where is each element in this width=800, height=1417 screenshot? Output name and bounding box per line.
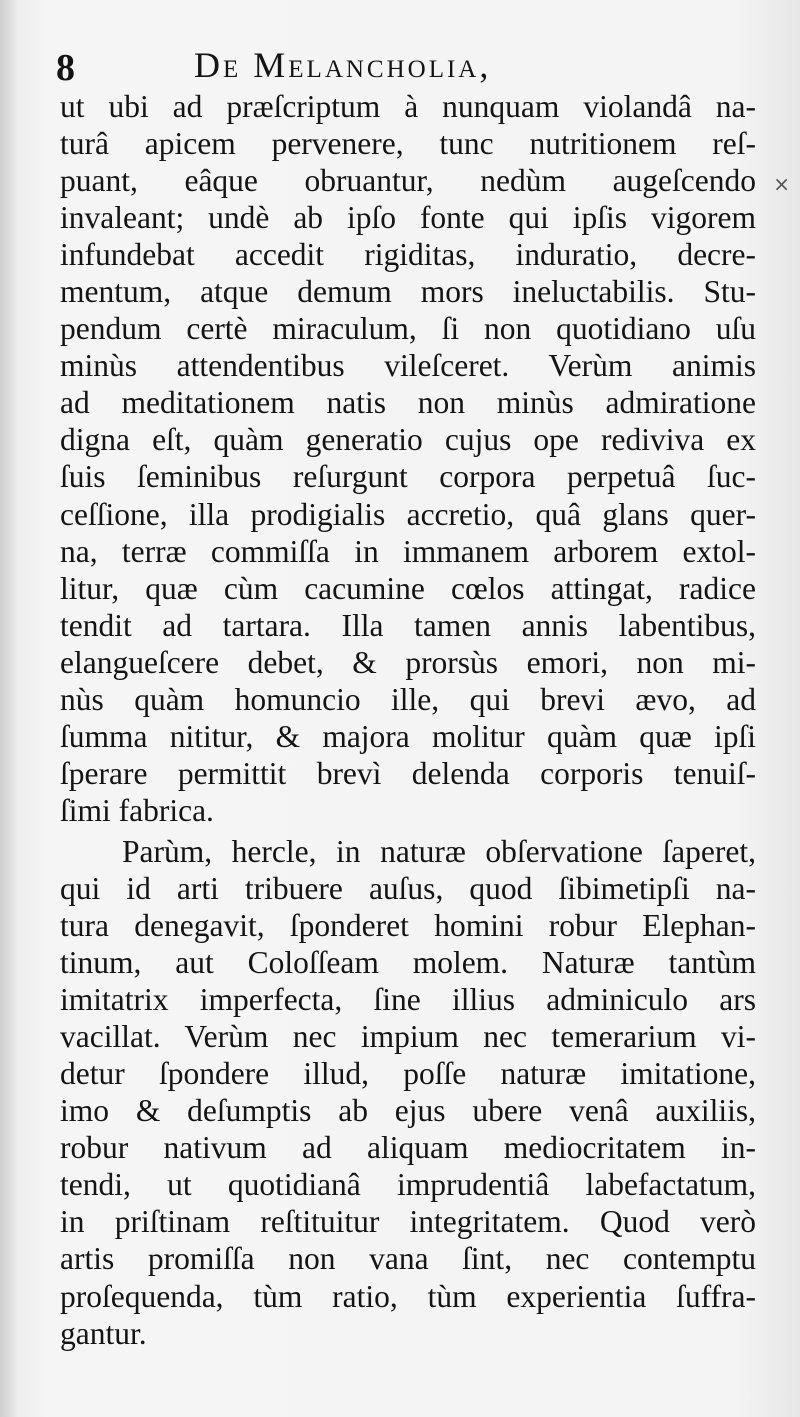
text-line: turâ apicem pervenere, tunc nutritionem reſ-	[60, 126, 756, 162]
text-line: elangueſcere debet, & prorsùs emori, non mi-	[60, 644, 756, 680]
running-title: De Melancholia,	[194, 45, 492, 85]
text-line: digna eſt, quàm generatio cujus ope rediviva ex	[60, 422, 756, 458]
text-line: ſumma nititur, & majora molitur quàm quæ ipſi	[60, 718, 756, 754]
text-line: Parùm, hercle, in naturæ obſervatione ſaperet,	[122, 833, 756, 869]
text-line: ut ubi ad præſcriptum à nunquam violandâ na-	[60, 89, 756, 124]
running-head	[56, 40, 756, 88]
text-line: gantur.	[60, 1315, 147, 1351]
page-edge-shadow	[0, 0, 18, 1417]
text-line: na, terræ commiſſa in immanem arborem extol-	[60, 533, 756, 569]
paragraph-2	[60, 833, 756, 1352]
text-line: invaleant; undè ab ipſo fonte qui ipſis vigorem	[60, 200, 756, 236]
text-block	[60, 88, 756, 1352]
text-line: tendit ad tartara. Illa tamen annis labentibus,	[60, 607, 756, 643]
text-line: nùs quàm homuncio ille, qui brevi ævo, ad	[60, 681, 756, 717]
text-line: proſequenda, tùm ratio, tùm experientia ſuffra-	[60, 1278, 756, 1314]
text-line: ſuis ſeminibus reſurgunt corpora perpetuâ ſuc-	[60, 459, 756, 495]
text-line: litur, quæ cùm cacumine cœlos attingat, radice	[60, 570, 756, 606]
text-line: detur ſpondere illud, poſſe naturæ imitatione,	[60, 1056, 756, 1092]
margin-mark: ×	[773, 172, 790, 196]
text-line: puant, eâque obruantur, nedùm augeſcendo	[60, 163, 756, 199]
text-line: tendi, ut quotidianâ imprudentiâ labefactatum,	[60, 1167, 756, 1203]
text-line: ad meditationem natis non minùs admiratione	[60, 385, 756, 421]
page-number: 8	[56, 47, 75, 89]
text-line: infundebat accedit rigiditas, induratio, decre-	[60, 237, 756, 273]
text-line: artis promiſſa non vana ſint, nec contemptu	[60, 1241, 756, 1277]
text-line: imitatrix imperfecta, ſine illius adminiculo ars	[60, 982, 756, 1018]
paragraph-1	[60, 88, 756, 829]
text-line: tinum, aut Coloſſeam molem. Naturæ tantùm	[60, 945, 756, 981]
text-line: ſperare permittit brevì delenda corporis tenuiſ-	[60, 755, 756, 791]
text-line: in priſtinam reſtituitur integritatem. Quod verò	[60, 1204, 756, 1240]
text-line: pendum certè miraculum, ſi non quotidiano uſu	[60, 311, 756, 347]
text-line: mentum, atque demum mors ineluctabilis. Stu-	[60, 274, 756, 310]
text-line: vacillat. Verùm nec impium nec temerarium vi-	[60, 1019, 756, 1055]
text-line: minùs attendentibus vileſceret. Verùm animis	[60, 348, 756, 384]
text-line: imo & deſumptis ab ejus ubere venâ auxiliis,	[60, 1093, 756, 1129]
text-line: ceſſione, illa prodigialis accretio, quâ glans quer-	[60, 496, 756, 532]
text-line: robur nativum ad aliquam mediocritatem in-	[60, 1130, 756, 1166]
text-line: qui id arti tribuere auſus, quod ſibimetipſi na-	[60, 870, 756, 906]
text-line: ſimi fabrica.	[60, 792, 214, 828]
text-line: tura denegavit, ſponderet homini robur Elephan-	[60, 908, 756, 944]
